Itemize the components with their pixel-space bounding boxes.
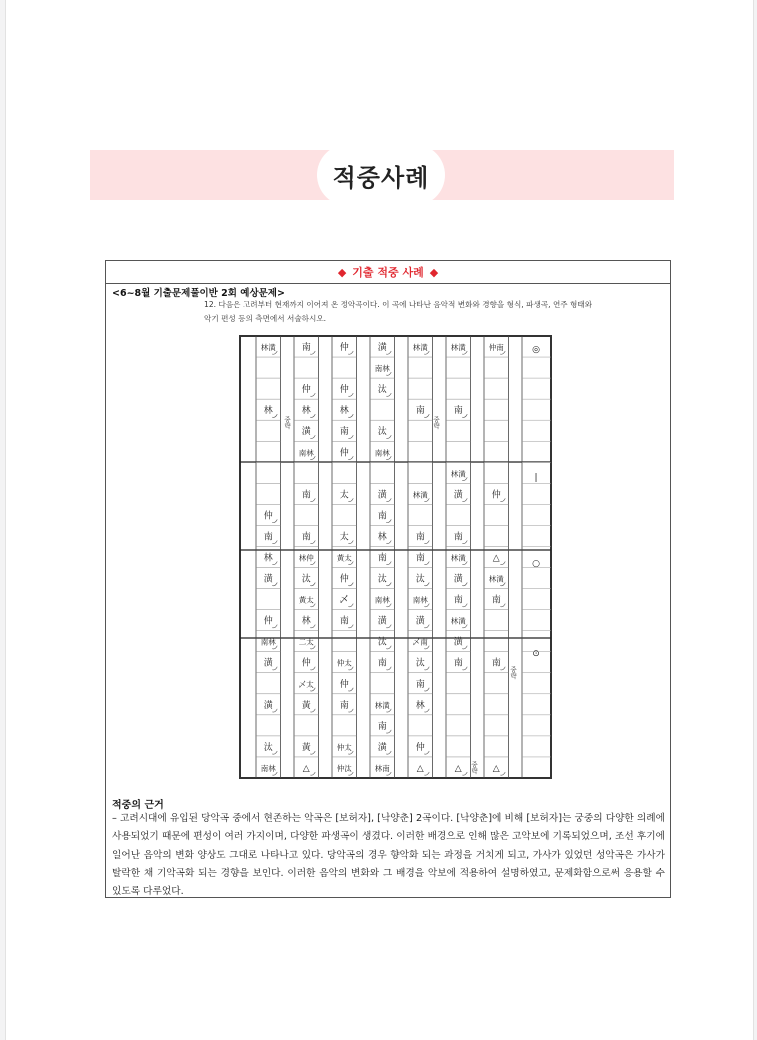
document-page: [5, 0, 754, 1040]
side-note: 중략: [432, 416, 440, 429]
score-note: 汰: [263, 742, 273, 753]
score-note: 仲: [301, 385, 311, 396]
score-note: 林: [301, 406, 311, 417]
score-note: 潢: [415, 616, 425, 627]
tail-mark: [386, 498, 391, 501]
score-border: [241, 337, 551, 778]
score-note: 林潢: [488, 574, 504, 584]
score-note: 黃: [301, 700, 311, 711]
score-note: 南: [453, 595, 463, 606]
score-note: 南: [415, 553, 425, 564]
tail-mark: [424, 667, 429, 670]
score-note: 林: [339, 406, 349, 417]
score-note: 潢: [301, 427, 311, 438]
score-note: 仲: [339, 574, 349, 585]
tail-mark: [348, 688, 353, 691]
tail-mark: [424, 772, 429, 775]
score-note: 潢: [263, 574, 273, 585]
hit-case-box: [105, 260, 671, 898]
side-note: 중략: [509, 666, 517, 679]
score-note: 林潢: [374, 700, 390, 710]
score-note: 二太: [298, 637, 314, 647]
score-note: 南: [377, 511, 387, 522]
tail-mark: [348, 625, 353, 628]
tail-mark: [272, 625, 277, 628]
jeongganbo-score: [240, 336, 551, 778]
tail-mark: [310, 435, 315, 438]
score-note: 仲: [339, 385, 349, 396]
tail-mark: [348, 540, 353, 543]
tail-mark: [310, 667, 315, 670]
right-mark: |: [534, 473, 538, 483]
score-note: 南林: [260, 763, 276, 773]
right-mark: ◎: [532, 345, 540, 355]
score-note: 汰: [377, 574, 387, 585]
score-note: 黃: [301, 742, 311, 753]
score-note: 林潢: [450, 469, 466, 479]
tail-mark: [348, 351, 353, 354]
diamond-icon: ◆: [429, 265, 439, 279]
tail-mark: [272, 519, 277, 522]
tail-mark: [462, 667, 467, 670]
score-note: 南: [415, 532, 425, 543]
tail-mark: [310, 351, 315, 354]
tail-mark: [386, 562, 391, 565]
tail-mark: [386, 667, 391, 670]
side-note: 중략: [283, 416, 291, 429]
score-note: 仲: [263, 616, 273, 627]
score-note: 潢: [453, 490, 463, 501]
score-note: 林: [377, 532, 387, 543]
score-note: 林南: [374, 763, 390, 773]
tail-mark: [272, 540, 277, 543]
score-note: 南: [339, 700, 349, 711]
score-note: 林潢: [450, 343, 466, 353]
score-note: 南林: [374, 595, 390, 605]
score-note: 林潢: [412, 343, 428, 353]
tail-mark: [386, 646, 391, 649]
score-note: 仲太: [336, 742, 352, 752]
score-note: 南: [339, 427, 349, 438]
score-note: △: [302, 763, 310, 774]
score-note: 南: [453, 532, 463, 543]
tail-mark: [500, 667, 505, 670]
box-header-title: 기출 적중 사례: [352, 266, 424, 279]
tail-mark: [386, 435, 391, 438]
tail-mark: [500, 498, 505, 501]
box-header: [106, 261, 670, 284]
score-note: 仲: [301, 658, 311, 669]
tail-mark: [310, 772, 315, 775]
banner-title: 적중사례: [317, 144, 445, 206]
tail-mark: [310, 751, 315, 754]
tail-mark: [310, 540, 315, 543]
score-note: △: [492, 763, 500, 774]
question-text: 12. 다음은 고려부터 현재까지 이어져 온 정악곡이다. 이 곡에 나타난 음악적 변화와 경향을 형식, 파생곡, 연주 형태와 악기 편성 등의 측면에서 서술하시오.: [204, 300, 593, 323]
score-note: 南: [301, 490, 311, 501]
tail-mark: [386, 540, 391, 543]
right-mark: ○: [532, 559, 540, 569]
score-note: 仲太: [336, 658, 352, 668]
tail-mark: [386, 583, 391, 586]
score-note: 南: [377, 721, 387, 732]
score-note: 南林: [374, 448, 390, 458]
score-note: 林仲: [298, 553, 314, 563]
score-note: 潢: [453, 637, 463, 648]
score-note: 汰: [415, 574, 425, 585]
tail-mark: [500, 562, 505, 565]
tail-mark: [424, 625, 429, 628]
score-note: 林: [301, 616, 311, 627]
tail-mark: [348, 435, 353, 438]
score-note: 潢: [263, 658, 273, 669]
score-note: 南: [415, 406, 425, 417]
score-note: 汰: [377, 637, 387, 648]
tail-mark: [386, 751, 391, 754]
score-note: 南: [377, 658, 387, 669]
tail-mark: [386, 730, 391, 733]
score-note: 南林: [260, 637, 276, 647]
score-note: 南: [301, 532, 311, 543]
score-note: 南林: [374, 364, 390, 374]
score-note: 潢: [377, 616, 387, 627]
score-note: 汰: [301, 574, 311, 585]
tail-mark: [386, 351, 391, 354]
score-note: 林: [263, 553, 273, 564]
score-note: △: [454, 763, 462, 774]
tail-mark: [272, 583, 277, 586]
tail-mark: [348, 709, 353, 712]
tail-mark: [462, 498, 467, 501]
score-note: 太: [339, 490, 349, 501]
score-note: 仲: [339, 448, 349, 459]
score-note: 仲汰: [336, 763, 352, 773]
score-note: 南: [301, 343, 311, 354]
score-note: 仲: [415, 742, 425, 753]
tail-mark: [348, 414, 353, 417]
score-note: 潢: [377, 343, 387, 354]
tail-mark: [424, 751, 429, 754]
score-note: 仲: [339, 343, 349, 354]
tail-mark: [310, 414, 315, 417]
tail-mark: [424, 414, 429, 417]
title-banner: [90, 150, 674, 200]
score-note: 南: [339, 616, 349, 627]
score-note: 汰: [377, 385, 387, 396]
tail-mark: [272, 709, 277, 712]
score-note: 汰: [415, 658, 425, 669]
score-note: 仲: [339, 679, 349, 690]
tail-mark: [462, 772, 467, 775]
tail-mark: [462, 646, 467, 649]
score-note: 潢: [453, 574, 463, 585]
score-note: 南: [263, 532, 273, 543]
score-note: △: [416, 763, 424, 774]
tail-mark: [272, 414, 277, 417]
tail-mark: [310, 709, 315, 712]
tail-mark: [386, 519, 391, 522]
tail-mark: [272, 751, 277, 754]
score-note: 太: [339, 532, 349, 543]
score-note: 仲南: [488, 343, 504, 353]
diamond-icon: ◆: [337, 265, 347, 279]
score-note: 林: [415, 700, 425, 711]
tail-mark: [424, 540, 429, 543]
basis-title: 적중의 근거: [112, 800, 164, 811]
tail-mark: [462, 583, 467, 586]
music-score-image: [239, 335, 552, 779]
tail-mark: [424, 688, 429, 691]
right-mark: ⊙: [532, 649, 540, 659]
score-note: 乄: [339, 595, 349, 606]
score-note: 林潢: [260, 343, 276, 353]
basis-text: – 고려시대에 유입된 당악곡 중에서 현존하는 악곡은 [보허자], [낙양춘] 2곡이다. [낙양춘]에 비해 [보허자]는 궁중의 다양한 의례에 사용되었기 때문에 편성이 여러 가지이며, 다양한 파생곡이 생겼다. 이러한 배경으로 인해 많은 고악보에 기록되었으며, 조선 후기에 일어난 음악의 변화 양상도 그대로 나타나고 있다. 당악곡의 경우 향악화 되는 과정을 거치게 되고, 가사가 있었던 성악곡은 가사가 탈락한 채 기악곡화 되는 경향을 보인다. 이러한 음악의 변화와 그 배경을 악보에 적용하여 설명하였고, 문제화함으로써 응용할 수 있도록 다루었다.: [112, 813, 665, 898]
tail-mark: [462, 604, 467, 607]
exam-label: <6~8월 기출문제풀이반 2회 예상문제>: [112, 288, 285, 299]
tail-mark: [348, 604, 353, 607]
tail-mark: [310, 583, 315, 586]
tail-mark: [500, 604, 505, 607]
score-note: 潢: [377, 742, 387, 753]
score-note: 仲: [263, 511, 273, 522]
score-note: 南: [377, 553, 387, 564]
tail-mark: [310, 393, 315, 396]
tail-mark: [462, 414, 467, 417]
score-note: 南: [453, 406, 463, 417]
score-note: 黃太: [336, 553, 352, 563]
score-note: 汰: [377, 427, 387, 438]
score-note: 南: [491, 595, 501, 606]
score-note: 仲: [491, 490, 501, 501]
tail-mark: [272, 667, 277, 670]
tail-mark: [348, 456, 353, 459]
tail-mark: [272, 562, 277, 565]
score-note: 林潢: [412, 490, 428, 500]
score-note: 乄南: [412, 637, 428, 647]
score-note: △: [492, 553, 500, 564]
tail-mark: [386, 393, 391, 396]
tail-mark: [500, 772, 505, 775]
score-note: 黃太: [298, 595, 314, 605]
score-note: 南: [491, 658, 501, 669]
tail-mark: [424, 583, 429, 586]
tail-mark: [310, 625, 315, 628]
side-note: 중략: [470, 761, 478, 774]
tail-mark: [348, 498, 353, 501]
tail-mark: [424, 709, 429, 712]
tail-mark: [386, 625, 391, 628]
score-note: 南林: [412, 595, 428, 605]
tail-mark: [348, 583, 353, 586]
score-note: 林潢: [450, 616, 466, 626]
score-note: 林潢: [450, 553, 466, 563]
tail-mark: [462, 540, 467, 543]
score-note: 林: [263, 406, 273, 417]
score-note: 南: [415, 679, 425, 690]
score-note: 南: [453, 658, 463, 669]
score-note: 潢: [377, 490, 387, 501]
score-note: 南林: [298, 448, 314, 458]
tail-mark: [310, 498, 315, 501]
score-note: 潢: [263, 700, 273, 711]
tail-mark: [348, 393, 353, 396]
score-note: 乄太: [298, 679, 314, 689]
tail-mark: [424, 562, 429, 565]
